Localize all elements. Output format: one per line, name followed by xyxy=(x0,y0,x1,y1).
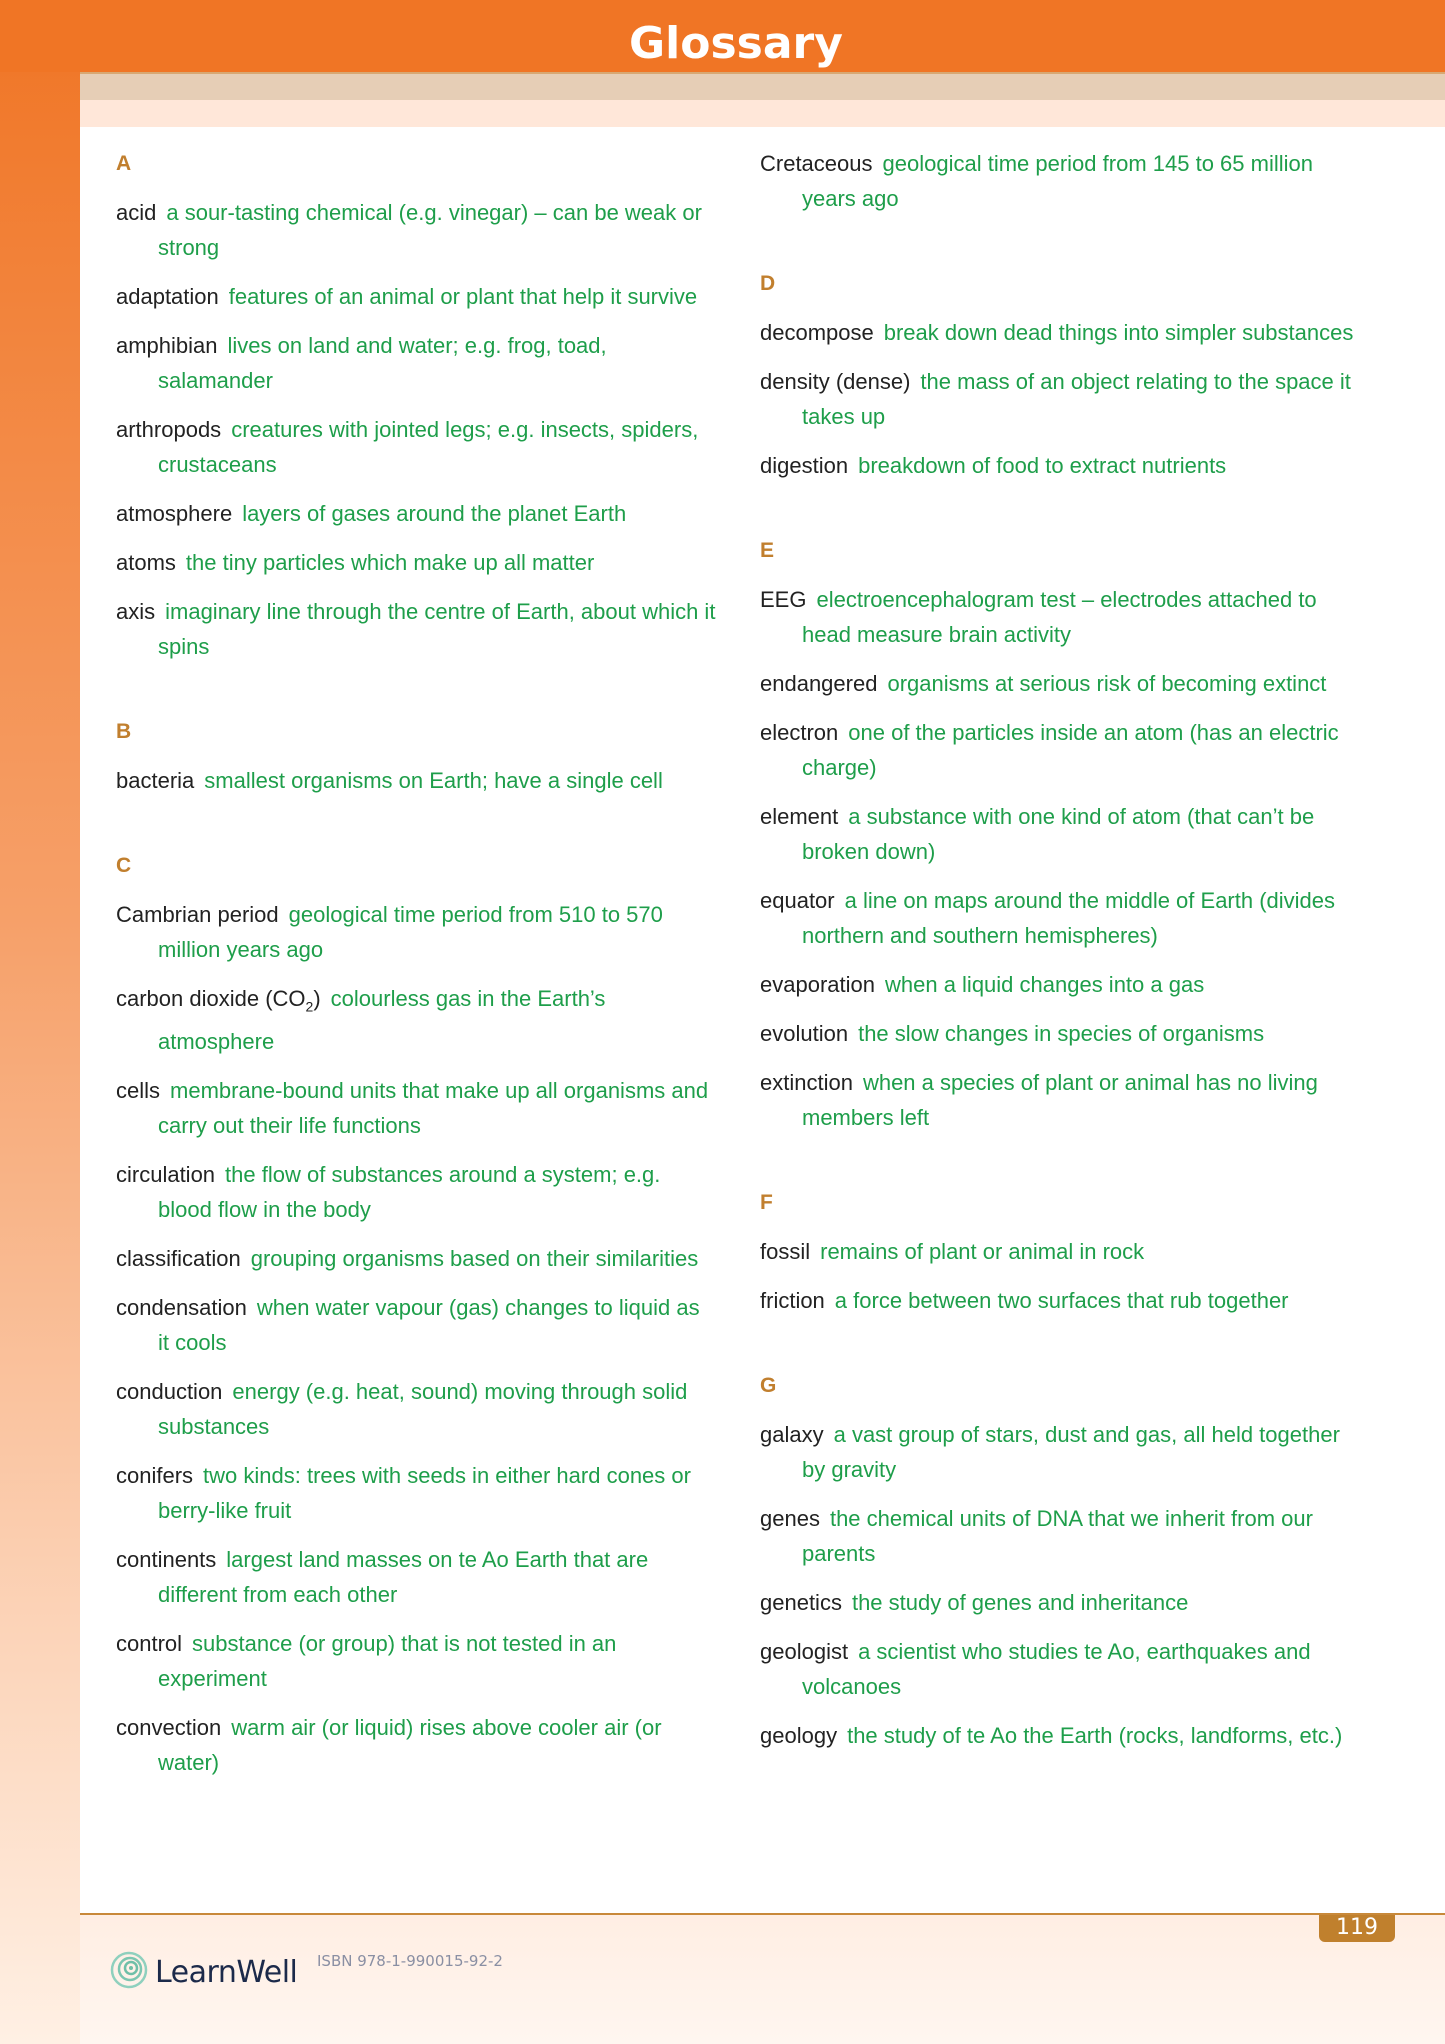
glossary-entry xyxy=(760,1417,1360,1487)
glossary-definition: the study of genes and inheritance xyxy=(851,1590,1189,1615)
letter-heading: D xyxy=(760,272,776,295)
glossary-term: conduction xyxy=(116,1379,223,1405)
glossary-definition: one of the particles inside an atom (has an electric charge) xyxy=(802,720,1339,780)
glossary-term: adaptation xyxy=(116,284,219,309)
letter-heading: B xyxy=(116,720,132,743)
glossary-definition: features of an animal or plant that help it survive xyxy=(228,284,698,309)
glossary-term: genes xyxy=(760,1506,820,1531)
glossary-definition: geological time period from 145 to 65 million years ago xyxy=(802,151,1313,211)
glossary-term: circulation xyxy=(116,1162,216,1188)
glossary-term: convection xyxy=(116,1715,222,1741)
glossary-entry xyxy=(116,1290,716,1360)
header-band-tan xyxy=(80,72,1445,101)
glossary-definition: the study of te Ao the Earth (rocks, landforms, etc.) xyxy=(847,1723,1343,1748)
glossary-term: condensation xyxy=(116,1295,247,1321)
glossary-definition: creatures with jointed legs; e.g. insects, spiders, crustaceans xyxy=(158,417,699,477)
page-number: 119 xyxy=(1319,1915,1395,1942)
glossary-term: element xyxy=(760,804,839,829)
glossary-entry xyxy=(116,1241,716,1276)
glossary-term: atoms xyxy=(116,550,176,575)
header-band-peach xyxy=(80,100,1445,127)
section-spacer xyxy=(760,230,1360,252)
glossary-term: evaporation xyxy=(760,972,875,997)
letter-heading: G xyxy=(760,1374,777,1397)
glossary-definition: substance (or group) that is not tested in an experiment xyxy=(158,1631,617,1692)
spiral-logo-icon xyxy=(109,1950,149,1995)
glossary-entry xyxy=(116,1710,716,1780)
glossary-entry xyxy=(760,666,1360,701)
glossary-term: geologist xyxy=(760,1639,849,1664)
glossary-entry xyxy=(760,967,1360,1002)
glossary-entry xyxy=(116,1458,716,1528)
glossary-entry xyxy=(760,1634,1360,1704)
glossary-definition: when a species of plant or animal has no living members left xyxy=(802,1070,1318,1130)
glossary-entry xyxy=(760,315,1360,350)
glossary-definition: organisms at serious risk of becoming extinct xyxy=(887,671,1327,696)
glossary-term: bacteria xyxy=(116,768,195,793)
glossary-definition: a substance with one kind of atom (that can’t be broken down) xyxy=(802,804,1315,864)
glossary-term: equator xyxy=(760,888,835,913)
publisher-logo xyxy=(109,1950,297,1994)
glossary-entry xyxy=(116,594,716,664)
left-decorative-strip xyxy=(0,0,80,2044)
section-spacer xyxy=(116,812,716,834)
glossary-definition: when water vapour (gas) changes to liquid as it cools xyxy=(158,1295,700,1356)
glossary-definition: remains of plant or animal in rock xyxy=(820,1239,1145,1264)
glossary-entry xyxy=(116,981,716,1059)
glossary-entry xyxy=(760,364,1360,434)
glossary-term: evolution xyxy=(760,1021,849,1046)
glossary-entry xyxy=(116,412,716,482)
footer-divider xyxy=(80,1913,1445,1915)
glossary-definition: a vast group of stars, dust and gas, all held together by gravity xyxy=(802,1422,1340,1482)
glossary-definition: two kinds: trees with seeds in either hard cones or berry-like fruit xyxy=(158,1463,691,1524)
glossary-entry xyxy=(116,545,716,580)
glossary-entry xyxy=(116,1542,716,1612)
section-spacer xyxy=(116,678,716,700)
glossary-entry xyxy=(116,279,716,314)
glossary-entry xyxy=(760,582,1360,652)
glossary-term: conifers xyxy=(116,1463,194,1489)
glossary-definition: when a liquid changes into a gas xyxy=(884,972,1205,997)
glossary-entry xyxy=(116,897,716,967)
glossary-definition: geological time period from 510 to 570 million years ago xyxy=(158,902,663,962)
glossary-term: genetics xyxy=(760,1590,842,1615)
glossary-entry xyxy=(116,496,716,531)
glossary-definition: largest land masses on te Ao Earth that are different from each other xyxy=(158,1547,649,1608)
glossary-entry xyxy=(116,763,716,798)
glossary-definition: colourless gas in the Earth’s atmosphere xyxy=(158,986,606,1055)
term-suffix: ) xyxy=(313,986,321,1011)
glossary-term: classification xyxy=(116,1246,241,1272)
glossary-definition: a force between two surfaces that rub together xyxy=(834,1288,1289,1313)
glossary-term: galaxy xyxy=(760,1422,824,1447)
glossary-entry xyxy=(116,1374,716,1444)
glossary-definition: membrane-bound units that make up all organisms and carry out their life functions xyxy=(158,1078,709,1139)
glossary-definition: the tiny particles which make up all matter xyxy=(185,550,595,575)
glossary-definition: lives on land and water; e.g. frog, toad, salamander xyxy=(158,333,607,393)
page-title: Glossary xyxy=(629,18,843,69)
glossary-entry xyxy=(760,448,1360,483)
glossary-entry xyxy=(760,715,1360,785)
glossary-term: axis xyxy=(116,599,156,624)
glossary-definition: smallest organisms on Earth; have a single cell xyxy=(204,768,663,793)
glossary-term: carbon dioxide (CO xyxy=(116,986,306,1011)
glossary-definition: electroencephalogram test – electrodes attached to head measure brain activity xyxy=(802,587,1317,647)
glossary-definition: a sour-tasting chemical (e.g. vinegar) – can be weak or strong xyxy=(158,200,702,260)
glossary-term: electron xyxy=(760,720,839,745)
glossary-term: control xyxy=(116,1631,183,1657)
glossary-term: EEG xyxy=(760,587,807,612)
glossary-entry xyxy=(760,799,1360,869)
glossary-term: atmosphere xyxy=(116,501,233,526)
section-spacer xyxy=(760,497,1360,519)
glossary-term: arthropods xyxy=(116,417,222,442)
glossary-term: Cretaceous xyxy=(760,151,873,176)
term-subscript: 2 xyxy=(305,998,314,1015)
brand-name: LearnWell xyxy=(155,1954,298,1990)
glossary-term: amphibian xyxy=(116,333,218,358)
glossary-entry xyxy=(760,1016,1360,1051)
glossary-term: extinction xyxy=(760,1070,853,1095)
glossary-entry xyxy=(760,1585,1360,1620)
glossary-definition: layers of gases around the planet Earth xyxy=(242,501,627,526)
glossary-entry xyxy=(760,1501,1360,1571)
glossary-term: endangered xyxy=(760,671,878,696)
glossary-entry xyxy=(760,146,1360,216)
glossary-column-left xyxy=(116,127,716,1794)
glossary-term: Cambrian period xyxy=(116,902,279,927)
glossary-column-right xyxy=(760,127,1360,1767)
glossary-term: geology xyxy=(760,1723,838,1748)
glossary-definition: a line on maps around the middle of Earth (divides northern and southern hemispheres) xyxy=(802,888,1336,948)
letter-heading: F xyxy=(760,1191,773,1214)
glossary-definition: the slow changes in species of organisms xyxy=(858,1021,1265,1046)
glossary-entry xyxy=(760,1283,1360,1318)
glossary-term: decompose xyxy=(760,320,874,345)
glossary-term: digestion xyxy=(760,453,849,478)
glossary-term: cells xyxy=(116,1078,161,1104)
glossary-term: continents xyxy=(116,1547,217,1573)
section-spacer xyxy=(760,1149,1360,1171)
isbn-text: ISBN 978-1-990015-92-2 xyxy=(317,1952,503,1970)
glossary-term: fossil xyxy=(760,1239,811,1264)
glossary-term: friction xyxy=(760,1288,825,1313)
letter-heading: C xyxy=(116,854,132,877)
glossary-entry xyxy=(116,1626,716,1696)
glossary-entry xyxy=(760,883,1360,953)
glossary-entry xyxy=(116,1157,716,1227)
glossary-definition: the chemical units of DNA that we inherit from our parents xyxy=(802,1506,1313,1566)
glossary-entry xyxy=(116,328,716,398)
glossary-definition: the mass of an object relating to the space it takes up xyxy=(802,369,1351,429)
glossary-definition: breakdown of food to extract nutrients xyxy=(858,453,1227,478)
glossary-definition: break down dead things into simpler substances xyxy=(883,320,1354,345)
glossary-term: density (dense) xyxy=(760,369,911,394)
glossary-definition: the flow of substances around a system; e.g. blood flow in the body xyxy=(158,1162,661,1223)
glossary-entry xyxy=(760,1718,1360,1753)
glossary-definition: warm air (or liquid) rises above cooler air (or water) xyxy=(158,1715,662,1776)
glossary-definition: a scientist who studies te Ao, earthquakes and volcanoes xyxy=(802,1639,1311,1699)
glossary-definition: imaginary line through the centre of Earth, about which it spins xyxy=(158,599,716,659)
letter-heading: E xyxy=(760,539,775,562)
glossary-entry xyxy=(760,1065,1360,1135)
section-spacer xyxy=(760,1332,1360,1354)
glossary-term: acid xyxy=(116,200,157,225)
glossary-entry xyxy=(116,195,716,265)
glossary-entry xyxy=(760,1234,1360,1269)
glossary-entry xyxy=(116,1073,716,1143)
glossary-definition: grouping organisms based on their similarities xyxy=(250,1246,699,1272)
glossary-definition: energy (e.g. heat, sound) moving through solid substances xyxy=(158,1379,688,1440)
letter-heading: A xyxy=(116,152,132,175)
